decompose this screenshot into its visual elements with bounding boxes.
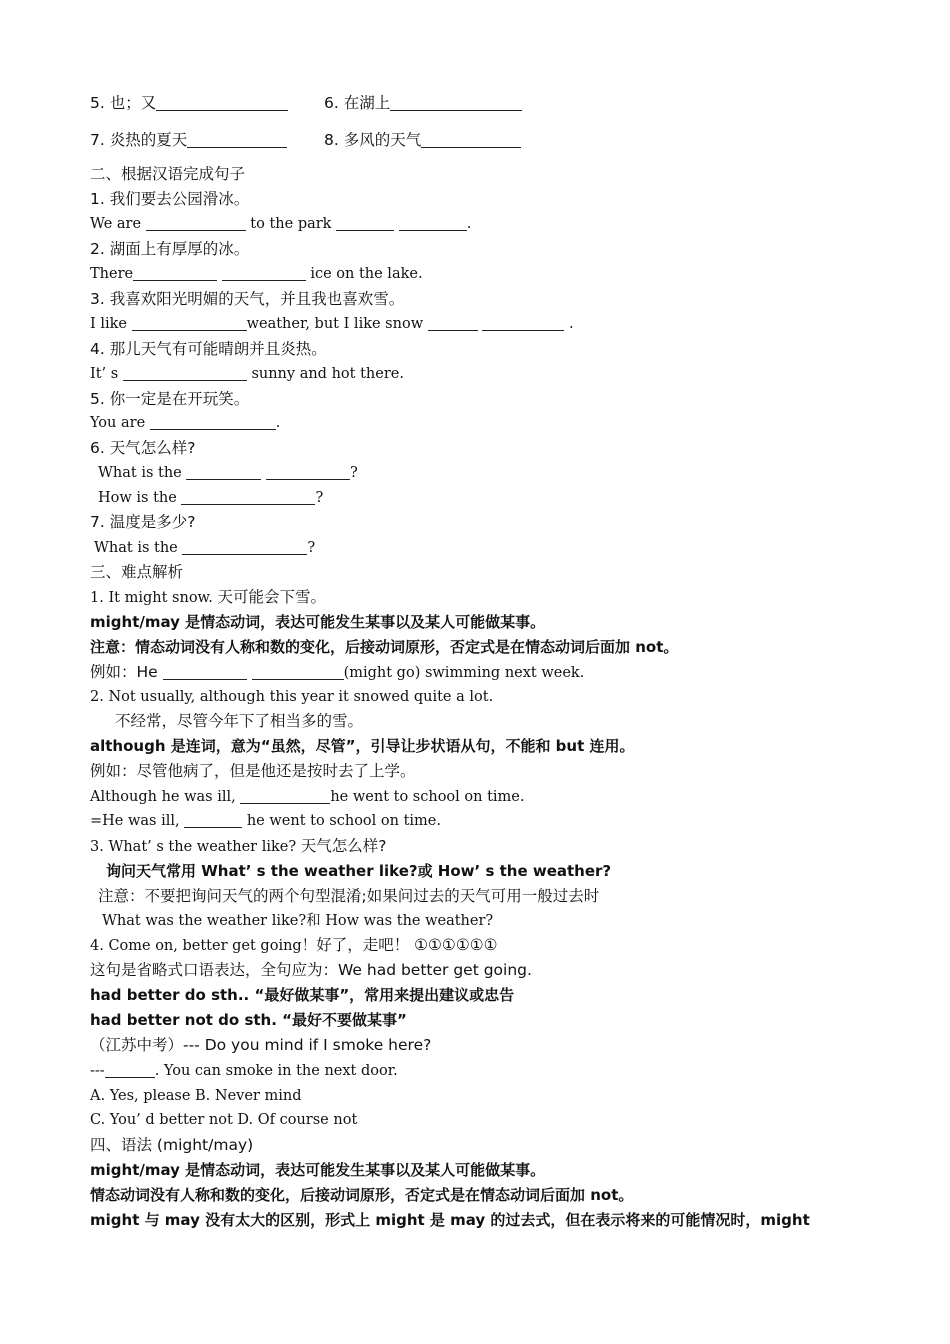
blank [390,96,522,111]
s2-item5-en: You are . [90,415,281,431]
blank [187,133,287,148]
s2-item7-zh: 7. 温度是多少? [90,513,196,531]
s3-p3-note: 询问天气常用 What’ s the weather like?或 How’ s the weather? [106,862,612,880]
vocab-item-8: 8. 多风的天气 [324,130,521,150]
s2-item6-en: What is the ? [98,465,358,481]
vocab-item-5: 5. 也；又 [90,93,288,113]
s2-item2-zh: 2. 湖面上有厚厚的冰。 [90,240,250,258]
s3-p4-options1: A. Yes, please B. Never mind [90,1088,302,1104]
s3-p1: 1. It might snow. 天可能会下雪。 [90,588,326,606]
s3-p4-question: （江苏中考）--- Do you mind if I smoke here? [90,1036,432,1054]
s3-p1-note2: 注意：情态动词没有人称和数的变化，后接动词原形，否定式是在情态动词后面加 not。 [90,638,679,656]
s4-bold1: might/may 是情态动词，表达可能发生某事以及某人可能做某事。 [90,1161,546,1179]
s4-bold2: 情态动词没有人称和数的变化，后接动词原形，否定式是在情态动词后面加 not。 [90,1186,634,1204]
blank [156,96,288,111]
s3-p4-options2: C. You’ d better not D. Of course not [90,1112,358,1128]
s2-item1-en: We are to the park . [90,216,472,232]
s2-item5-zh: 5. 你一定是在开玩笑。 [90,390,250,408]
s3-p4: 4. Come on, better get going！好了，走吧！ ①①①①①① [90,936,498,954]
s2-item4-zh: 4. 那儿天气有可能晴朗并且炎热。 [90,340,327,358]
s3-p2-example2: =He was ill, he went to school on time. [90,813,441,829]
vocab-item-7: 7. 炎热的夏天 [90,130,287,150]
s2-item2-en: There ice on the lake. [90,266,423,282]
s3-p2-note: although 是连词，意为“虽然，尽管”，引导让步状语从句，不能和 but 连用。 [90,737,635,755]
s3-p3: 3. What’ s the weather like? 天气怎么样? [90,837,387,855]
s2-item6-zh: 6. 天气怎么样? [90,439,196,457]
vocab-item-6: 6. 在湖上 [324,93,522,113]
s2-item6-en2: How is the ? [98,490,324,506]
section4-heading: 四、语法 (might/may) [90,1136,254,1154]
s3-p2-example1: Although he was ill, he went to school on time. [90,789,525,805]
s2-item3-zh: 3. 我喜欢阳光明媚的天气，并且我也喜欢雪。 [90,290,405,308]
blank [421,133,521,148]
section3-heading: 三、难点解析 [90,563,184,581]
s3-p3-note2: 注意：不要把询问天气的两个句型混淆;如果问过去的天气可用一般过去时 [98,887,600,905]
s3-p4-note: 这句是省略式口语表达，全句应为：We had better get going. [90,961,532,979]
s3-p1-note1: might/may 是情态动词，表达可能发生某事以及某人可能做某事。 [90,613,546,631]
s3-p4-bold1: had better do sth.. “最好做某事”，常用来提出建议或忠告 [90,986,515,1004]
s4-bold3: might 与 may 没有太大的区别，形式上 might 是 may 的过去式，但在表示将来的可能情况时，might [90,1211,810,1229]
s3-p3-note3: What was the weather like?和 How was the weather? [102,913,494,929]
s3-p2-en: 2. Not usually, although this year it snowed quite a lot. [90,689,494,705]
section2-heading: 二、根据汉语完成句子 [90,165,246,183]
s3-p4-bold2: had better not do sth. “最好不要做某事” [90,1011,407,1029]
s3-p2-zh: 不经常，尽管今年下了相当多的雪。 [115,712,364,730]
s3-p1-example: 例如：He (might go) swimming next week. [90,663,585,681]
s2-item3-en: I like weather, but I like snow . [90,316,574,332]
s3-p2-example-zh: 例如：尽管他病了，但是他还是按时去了上学。 [90,762,416,780]
s2-item1-zh: 1. 我们要去公园滑冰。 [90,190,250,208]
s3-p4-answer: --- . You can smoke in the next door. [90,1063,398,1079]
s2-item7-en: What is the ? [94,540,316,556]
s2-item4-en: It’ s sunny and hot there. [90,366,404,382]
